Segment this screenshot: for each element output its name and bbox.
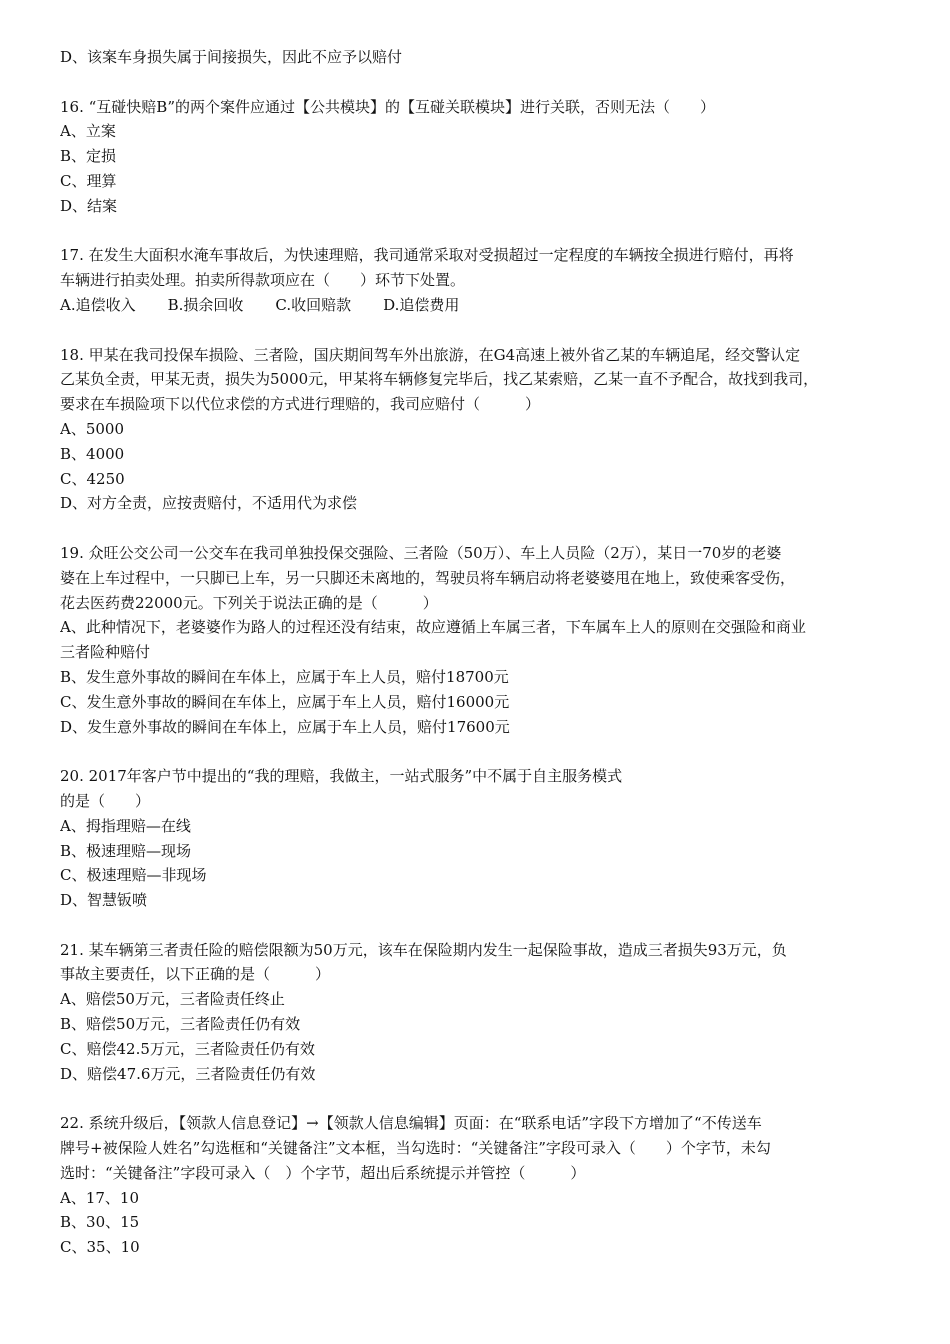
question-stem-line: 19. 众旺公交公司一公交车在我司单独投保交强险、三者险（50万）、车上人员险（2万），某日一70岁的老婆 [60, 543, 782, 562]
option-c: C.收回赔款 [275, 295, 352, 314]
question-22 [60, 1111, 905, 1260]
question-21 [60, 938, 905, 1087]
question-17 [60, 243, 905, 317]
option-c: C、发生意外事故的瞬间在车体上，应属于车上人员，赔付16000元 [60, 692, 510, 711]
option-a: A、5000 [60, 419, 125, 438]
option-c: C、4250 [60, 469, 125, 488]
option-b: B、4000 [60, 444, 125, 463]
question-18 [60, 343, 905, 517]
option-a: A、立案 [60, 122, 116, 141]
option-d: D、发生意外事故的瞬间在车体上，应属于车上人员，赔付17600元 [60, 717, 510, 736]
option-a: A.追偿收入 [60, 295, 136, 314]
inline-options [60, 293, 905, 318]
option-d-previous: D、该案车身损失属于间接损失，因此不应予以赔付 [60, 48, 403, 66]
question-stem-line: 18. 甲某在我司投保车损险、三者险，国庆期间驾车外出旅游，在G4高速上被外省乙某的车辆追尾，经交警认定 [60, 345, 801, 364]
option-c: C、理算 [60, 171, 117, 190]
option-d: D、结案 [60, 196, 118, 215]
question-stem-line: 的是（ ） [60, 791, 151, 810]
option-d: D、对方全责，应按责赔付，不适用代为求偿 [60, 494, 358, 513]
option-a: A、17、10 [60, 1188, 140, 1207]
option-b: B、定损 [60, 147, 117, 166]
option-a: A、此种情况下，老婆婆作为路人的过程还没有结束，故应遵循上车属三者，下车属车上人的原则在交强险和商业 [60, 618, 806, 637]
question-stem-line: 婆在上车过程中，一只脚已上车，另一只脚还未离地的，驾驶员将车辆启动将老婆婆甩在地上，致使乘客受伤， [60, 568, 796, 587]
option-d: D、智慧钣喷 [60, 891, 148, 910]
question-stem-line: 选时：“关键备注”字段可录入（ ）个字节，超出后系统提示并管控（ ） [60, 1163, 586, 1182]
question-16 [60, 95, 905, 219]
option-b: B、赔偿50万元，三者险责任仍有效 [60, 1015, 301, 1034]
question-stem-line: 车辆进行拍卖处理。拍卖所得款项应在（ ）环节下处置。 [60, 271, 466, 290]
option-d: D、赔偿47.6万元，三者险责任仍有效 [60, 1064, 316, 1083]
exam-page [60, 45, 905, 1260]
option-b: B、30、15 [60, 1213, 140, 1232]
option-c: C、极速理赔—非现场 [60, 866, 207, 885]
option-a: A、拇指理赔—在线 [60, 816, 191, 835]
question-stem-line: 17. 在发生大面积水淹车事故后，为快速理赔，我司通常采取对受损超过一定程度的车辆按全损进行赔付，再将 [60, 246, 794, 265]
question-stem-line: 事故主要责任，以下正确的是（ ） [60, 965, 331, 984]
option-d: D.追偿费用 [383, 295, 460, 314]
question-stem-line: 要求在车损险项下以代位求偿的方式进行理赔的，我司应赔付（ ） [60, 395, 541, 414]
option-b: B.损余回收 [167, 295, 244, 314]
question-19 [60, 541, 905, 739]
question-stem-line: 牌号+被保险人姓名”勾选框和“关键备注”文本框，当勾选时：“关键备注”字段可录入（ ）个字节，未勾 [60, 1139, 771, 1158]
option-c: C、赔偿42.5万元，三者险责任仍有效 [60, 1039, 315, 1058]
question-stem-line: 花去医药费22000元。下列关于说法正确的是（ ） [60, 593, 438, 612]
question-stem-line: 22. 系统升级后，【领款人信息登记】→【领款人信息编辑】页面：在“联系电话”字段下方增加了“不传送车 [60, 1114, 762, 1133]
question-stem-line: 20. 2017年客户节中提出的“我的理赔，我做主，一站式服务”中不属于自主服务模式 [60, 767, 623, 786]
option-a: A、赔偿50万元，三者险责任终止 [60, 990, 285, 1009]
question-stem-line: 乙某负全责，甲某无责，损失为5000元，甲某将车辆修复完毕后，找乙某索赔，乙某一直不予配合，故找到我司， [60, 370, 819, 389]
option-c: C、35、10 [60, 1238, 140, 1257]
option-b: B、发生意外事故的瞬间在车体上，应属于车上人员，赔付18700元 [60, 667, 509, 686]
option-a-continued: 三者险种赔付 [60, 643, 151, 662]
option-b: B、极速理赔—现场 [60, 841, 192, 860]
question-20 [60, 764, 905, 913]
question-stem-line: 21. 某车辆第三者责任险的赔偿限额为50万元，该车在保险期内发生一起保险事故，造成三者损失93万元，负 [60, 940, 787, 959]
question-stem: 16. “互碰快赔B”的两个案件应通过【公共模块】的【互碰关联模块】进行关联，否则无法（ ） [60, 97, 715, 116]
